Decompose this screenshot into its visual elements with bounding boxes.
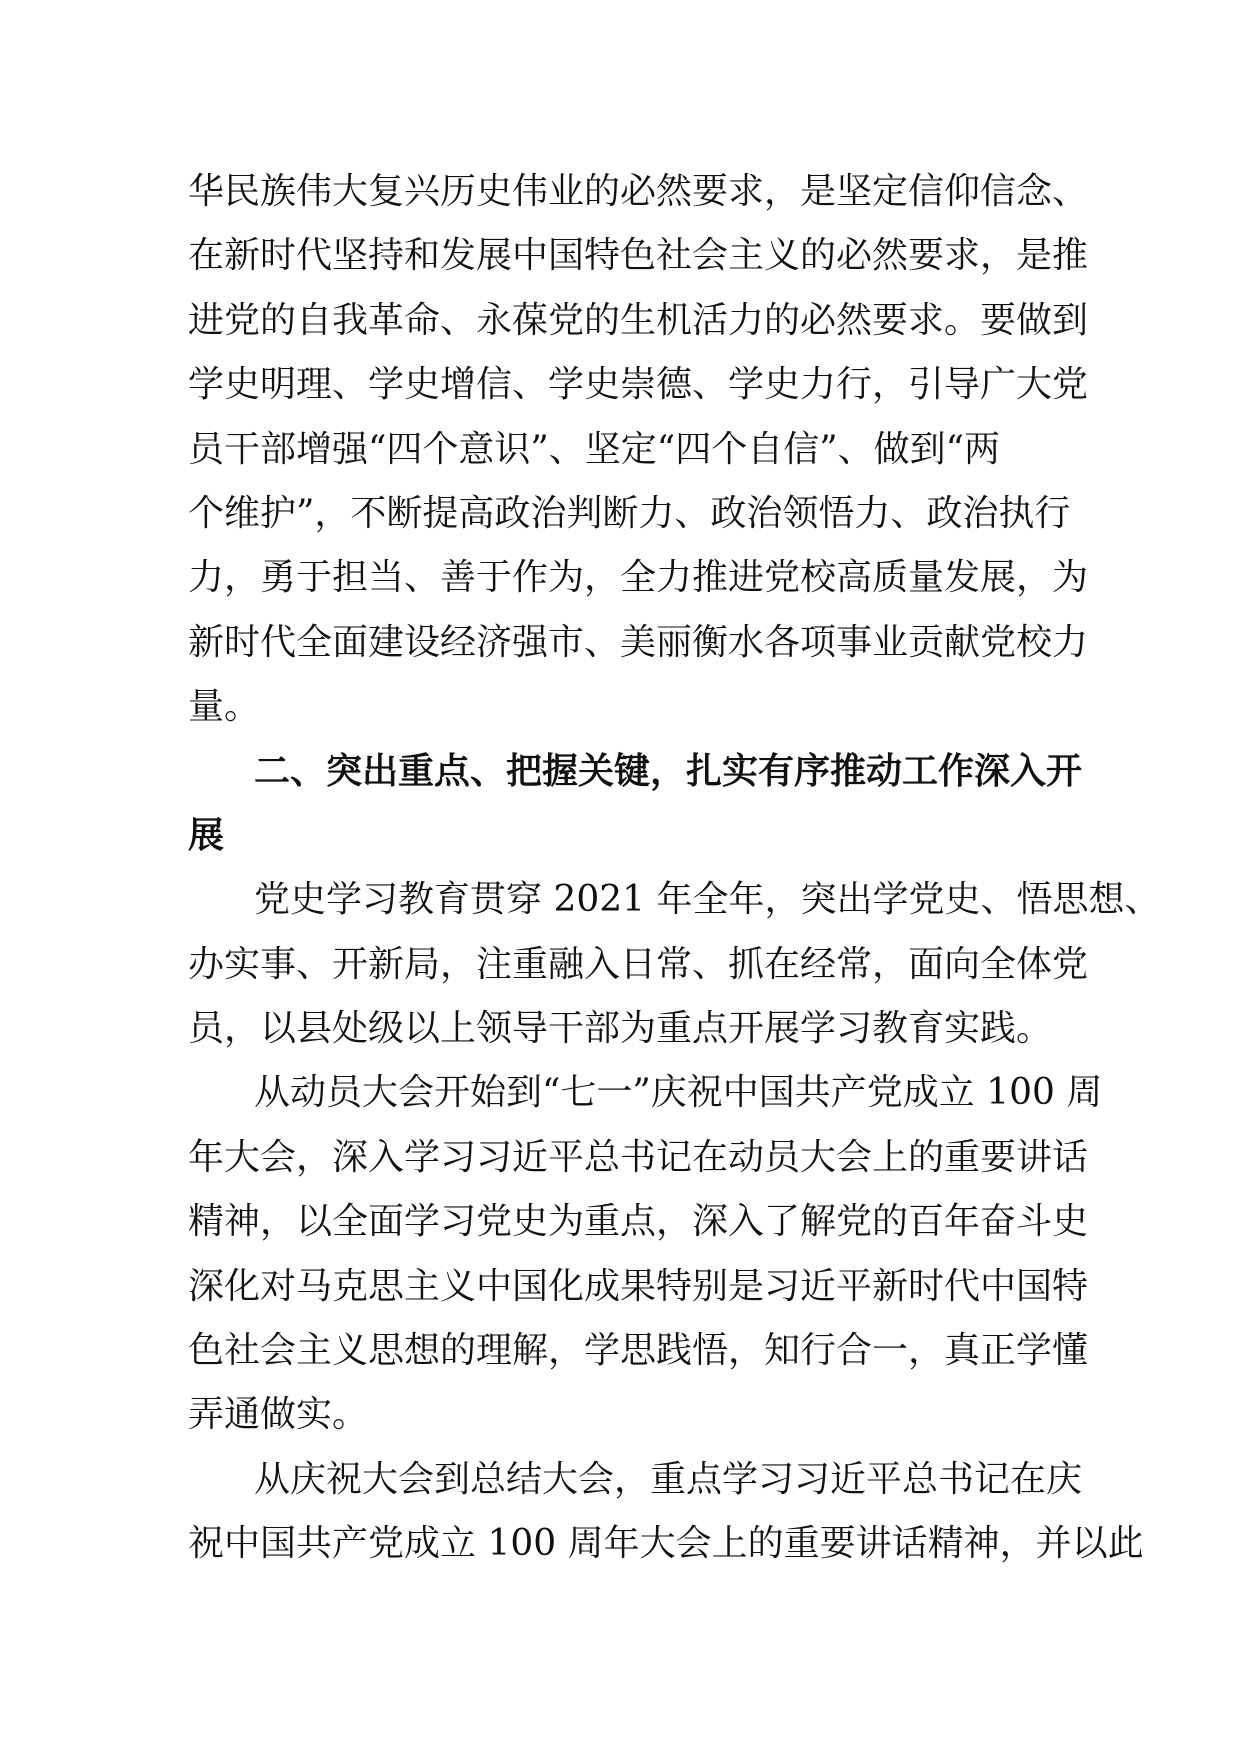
paragraph-line: 从庆祝大会到总结大会，重点学习习近平总书记在庆 [254,1458,1083,1500]
paragraph-line: 色社会主义思想的理解，学思践悟，知行合一，真正学懂 [188,1330,1089,1372]
paragraph-line: 力，勇于担当、善于作为，全力推进党校高质量发展，为 [188,557,1089,599]
paragraph-line: 新时代全面建设经济强市、美丽衡水各项事业贡献党校力 [188,621,1089,663]
paragraph-line: 年大会，深入学习习近平总书记在动员大会上的重要讲话 [188,1136,1089,1178]
paragraph-line: 精神，以全面学习党史为重点，深入了解党的百年奋斗史 [188,1201,1089,1243]
paragraph-line: 员干部增强“四个意识”、坚定“四个自信”、做到“两 [188,428,1001,470]
paragraph-line: 党史学习教育贯穿 2021 年全年，突出学党史、悟思想、 [254,879,1161,921]
paragraph-line: 学史明理、学史增信、学史崇德、学史力行，引导广大党 [188,364,1089,406]
paragraph-line: 在新时代坚持和发展中国特色社会主义的必然要求，是推 [188,235,1089,277]
paragraph-line: 弄通做实。 [188,1394,369,1436]
paragraph-line: 祝中国共产党成立 100 周年大会上的重要讲话精神，并以此 [188,1523,1144,1565]
paragraph-line: 量。 [188,686,261,728]
paragraph-line: 进党的自我革命、永葆党的生机活力的必然要求。要做到 [188,299,1089,341]
paragraph-line: 办实事、开新局，注重融入日常、抓在经常，面向全体党 [188,943,1089,985]
section-heading-line: 展 [188,814,225,856]
section-heading-line: 二、突出重点、把握关键，扎实有序推动工作深入开 [254,750,1083,792]
paragraph-line: 员，以县处级以上领导干部为重点开展学习教育实践。 [188,1008,1053,1050]
paragraph-line: 华民族伟大复兴历史伟业的必然要求，是坚定信仰信念、 [188,171,1089,212]
document-body [188,160,1161,1577]
paragraph-line: 个维护”，不断提高政治判断力、政治领悟力、政治执行 [188,492,1071,534]
paragraph-line: 深化对马克思主义中国化成果特别是习近平新时代中国特 [188,1265,1089,1307]
paragraph-line: 从动员大会开始到“七一”庆祝中国共产党成立 100 周 [254,1072,1103,1114]
